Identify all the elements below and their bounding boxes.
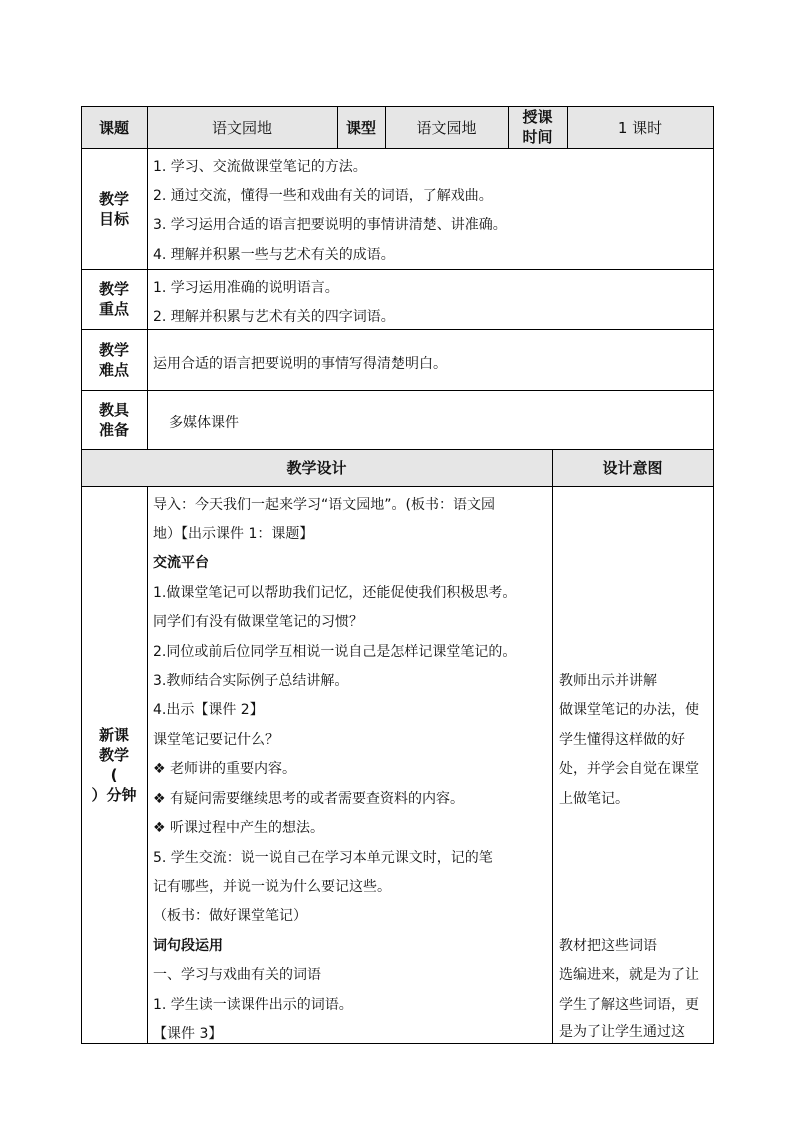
- design-header-left: 教学设计: [286, 459, 347, 477]
- intent-line: 处，并学会自觉在课堂: [559, 761, 699, 777]
- objective-item: 2. 通过交流，懂得一些和戏曲有关的词语，了解戏曲。: [153, 188, 493, 204]
- lesson-line: 1. 学生读一读课件出示的词语。: [153, 997, 353, 1013]
- intent-line: 做课堂笔记的办法，使: [559, 702, 699, 718]
- lesson-line: 课堂笔记要记什么？: [153, 732, 279, 748]
- intent-line: 学生了解这些词语，更: [559, 997, 699, 1013]
- label-objectives: [81, 148, 147, 269]
- intent-line: 上做笔记。: [559, 791, 629, 807]
- lesson-line: 地）【出示课件 1：课题】: [153, 526, 314, 542]
- type-value: 语文园地: [416, 118, 477, 137]
- label-difficulties: [81, 329, 147, 390]
- label-new-lesson-line: 教学: [98, 745, 129, 764]
- lesson-section-title: 交流平台: [153, 555, 209, 571]
- label-new-lesson: [81, 486, 147, 1043]
- lesson-line: 4.出示【课件 2】: [153, 702, 264, 718]
- label-key-points-line: 重点: [98, 300, 129, 318]
- lesson-section-title: 词句段运用: [153, 938, 223, 954]
- intent-line: 学生懂得这样做的好: [559, 732, 685, 748]
- label-tools-line: 准备: [98, 420, 129, 439]
- key-point-item: 2. 理解并积累与艺术有关的四字词语。: [153, 309, 395, 325]
- lesson-line: 【课件 3】: [153, 1026, 223, 1042]
- label-key-points: [81, 269, 147, 329]
- lesson-line: （板书：做好课堂笔记）: [153, 908, 307, 924]
- label-new-lesson-line: 新课: [98, 725, 129, 744]
- label-tools: [81, 390, 147, 449]
- label-new-lesson-line: (: [110, 765, 118, 784]
- lesson-bullet: ❖ 有疑问需要继续思考的或者需要查资料的内容。: [153, 791, 464, 807]
- lesson-line: 5. 学生交流：说一说自己在学习本单元课文时，记的笔: [153, 850, 493, 866]
- time-value: 1 课时: [617, 118, 663, 137]
- lesson-line: 2.同位或前后位同学互相说一说自己是怎样记课堂笔记的。: [153, 644, 517, 660]
- grid-line: [81, 329, 714, 330]
- lesson-bullet: ❖ 老师讲的重要内容。: [153, 761, 297, 777]
- label-topic: 课题: [98, 118, 129, 137]
- intent-line: 教材把这些词语: [559, 938, 657, 954]
- label-time-line: 授课: [522, 108, 553, 126]
- label-tools-line: 教具: [98, 400, 129, 419]
- grid-line: [147, 106, 148, 449]
- label-objectives-line: 目标: [98, 209, 129, 228]
- lesson-bullet: ❖ 听课过程中产生的想法。: [153, 820, 325, 836]
- lesson-line: 记有哪些，并说一说为什么要记这些。: [153, 879, 391, 895]
- label-difficulties-line: 难点: [98, 360, 129, 379]
- label-time: [508, 106, 567, 148]
- intent-line: 选编进来，就是为了让: [559, 967, 699, 983]
- grid-line: [81, 486, 714, 487]
- grid-line: [81, 269, 714, 270]
- label-time-line: 时间: [522, 128, 553, 146]
- grid-line: [713, 106, 714, 1043]
- intent-line: 是为了让学生通过这: [559, 1024, 685, 1040]
- label-type: 课型: [345, 118, 376, 137]
- objective-item: 3. 学习运用合适的语言把要说明的事情讲清楚、讲准确。: [153, 217, 507, 233]
- label-key-points-line: 教学: [98, 280, 129, 298]
- grid-line: [81, 390, 714, 391]
- label-objectives-line: 教学: [98, 189, 129, 208]
- grid-line: [552, 449, 553, 1043]
- objective-item: 4. 理解并积累一些与艺术有关的成语。: [153, 247, 395, 263]
- lesson-line: 3.教师结合实际例子总结讲解。: [153, 673, 349, 689]
- lesson-line: 导入：今天我们一起来学习“语文园地”。(板书：语文园: [153, 497, 495, 513]
- grid-line: [81, 148, 714, 149]
- objective-item: 1. 学习、交流做课堂笔记的方法。: [153, 159, 367, 175]
- topic-value: 语文园地: [211, 118, 272, 137]
- lesson-line: 一、学习与戏曲有关的词语: [153, 967, 321, 983]
- lesson-line: 同学们有没有做课堂笔记的习惯？: [153, 614, 363, 630]
- tools-text: 多媒体课件: [169, 415, 239, 431]
- label-difficulties-line: 教学: [98, 340, 129, 359]
- intent-line: 教师出示并讲解: [559, 673, 657, 689]
- grid-line: [147, 486, 148, 1043]
- design-header-right: 设计意图: [602, 459, 663, 477]
- difficulty-text: 运用合适的语言把要说明的事情写得清楚明白。: [153, 356, 447, 372]
- label-new-lesson-line: ）分钟: [91, 785, 137, 804]
- key-point-item: 1. 学习运用准确的说明语言。: [153, 280, 339, 296]
- lesson-line: 1.做课堂笔记可以帮助我们记忆，还能促使我们积极思考。: [153, 585, 517, 601]
